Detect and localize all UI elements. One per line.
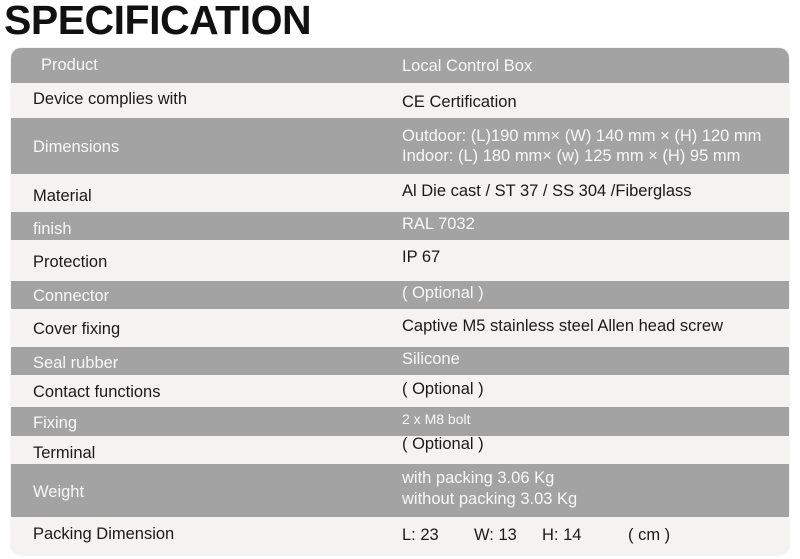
table-row — [11, 281, 789, 309]
specification-table — [11, 48, 789, 555]
table-row — [11, 375, 789, 407]
packing-length: L: 23 — [402, 526, 439, 544]
row-value — [402, 126, 761, 166]
row-label: Device complies with — [33, 90, 188, 108]
page-title: SPECIFICATION — [4, 0, 312, 43]
row-value — [402, 468, 577, 510]
row-value: ( Optional ) — [402, 284, 484, 302]
packing-unit: ( cm ) — [628, 526, 671, 544]
row-label: Contact functions — [33, 383, 161, 401]
value-line: without packing 3.03 Kg — [402, 490, 578, 508]
row-label: Seal rubber — [33, 354, 119, 372]
table-header-row — [11, 48, 789, 83]
table-row — [11, 240, 789, 281]
row-label: Weight — [33, 483, 85, 501]
row-label: Protection — [33, 253, 108, 271]
row-value: ( Optional ) — [402, 380, 484, 398]
table-row — [11, 83, 789, 118]
table-row — [11, 118, 789, 174]
table-row — [11, 517, 789, 555]
row-label: Connector — [33, 287, 110, 305]
packing-width: W: 13 — [474, 526, 517, 544]
table-row — [11, 407, 789, 436]
value-line: with packing 3.06 Kg — [402, 469, 555, 487]
row-label: Fixing — [33, 414, 78, 432]
row-value: Silicone — [402, 350, 460, 368]
header-value: Local Control Box — [402, 57, 533, 75]
value-line: Indoor: (L) 180 mm× (w) 125 mm × (H) 95 mm — [402, 147, 741, 165]
row-value: IP 67 — [402, 248, 441, 266]
row-label: Dimensions — [33, 138, 120, 156]
table-row — [11, 347, 789, 375]
table-row — [11, 436, 789, 464]
row-label: Cover fixing — [33, 320, 121, 338]
table-row — [11, 174, 789, 212]
row-value: RAL 7032 — [402, 215, 475, 233]
row-label: finish — [33, 220, 72, 238]
row-value: Captive M5 stainless steel Allen head screw — [402, 317, 723, 335]
table-row — [11, 464, 789, 517]
row-value: CE Certification — [402, 93, 517, 111]
row-value: ( Optional ) — [402, 435, 484, 453]
table-row — [11, 309, 789, 347]
row-value: 2 x M8 bolt — [402, 411, 471, 427]
header-label: Product — [41, 56, 98, 74]
packing-height: H: 14 — [542, 526, 582, 544]
row-value: Al Die cast / ST 37 / SS 304 /Fiberglass — [402, 182, 692, 200]
value-line: Outdoor: (L)190 mm× (W) 140 mm × (H) 120 mm — [402, 127, 762, 145]
row-label: Terminal — [33, 444, 96, 462]
row-label: Material — [33, 187, 92, 205]
row-label: Packing Dimension — [33, 525, 175, 543]
table-row — [11, 212, 789, 240]
